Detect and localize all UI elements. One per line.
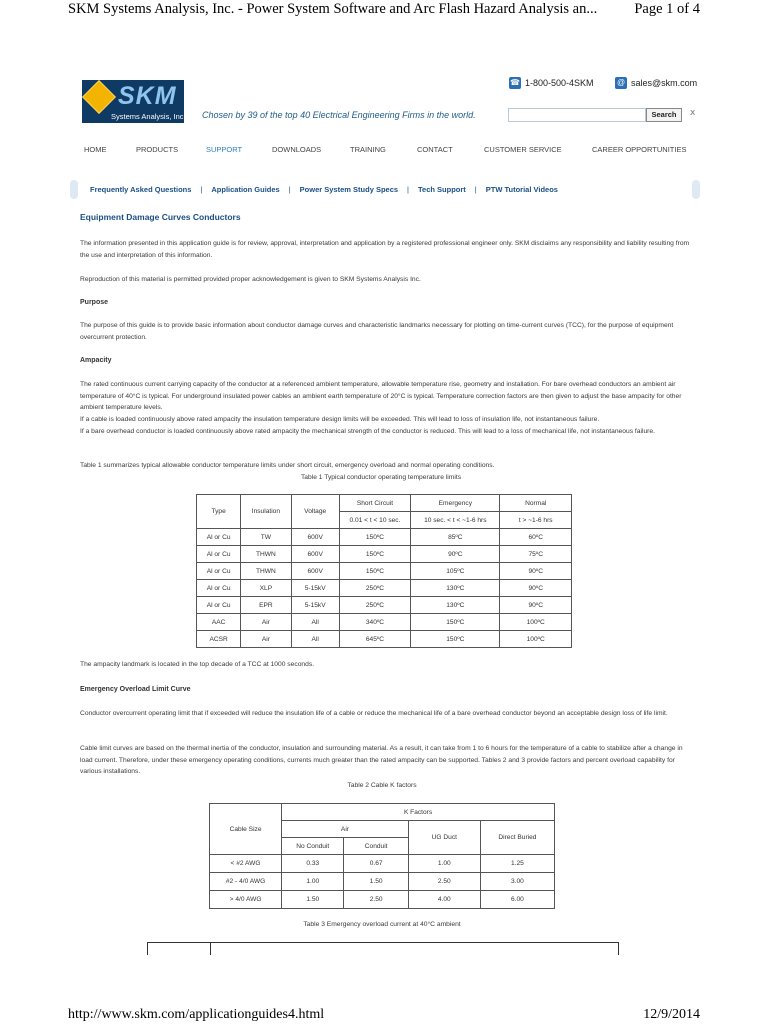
subnav-separator: |	[474, 185, 477, 194]
table-cell: 150ºC	[339, 546, 410, 563]
subnav-faq[interactable]: Frequently Asked Questions	[90, 185, 192, 194]
table2-row	[210, 855, 555, 873]
table3-border	[210, 943, 211, 955]
table-cell: Al or Cu	[197, 597, 241, 614]
phone-icon: ☎	[510, 78, 520, 87]
email-icon: @	[616, 78, 626, 87]
table-cell: 1.50	[344, 873, 408, 891]
table-cell: XLP	[241, 580, 291, 597]
table-cell: 85ºC	[411, 529, 500, 546]
logo-text: SKM	[118, 82, 177, 110]
table1-subheader-normal: t > ~1-6 hrs	[500, 512, 572, 529]
print-header	[68, 0, 700, 20]
table-cell: 90ºC	[411, 546, 500, 563]
table1-header-voltage: Voltage	[291, 495, 339, 529]
nav-contact[interactable]: CONTACT	[417, 145, 453, 154]
table1-caption: Table 1 Typical conductor operating temperature limits	[300, 474, 462, 481]
subnav-separator: |	[200, 185, 203, 194]
email-address: sales@skm.com	[631, 78, 698, 88]
phone-number: 1-800-500-4SKM	[525, 78, 594, 88]
table-cell: All	[291, 614, 339, 631]
table2-header-no-conduit: No Conduit	[282, 838, 344, 855]
table2-header-k-factors: K Factors	[282, 804, 555, 821]
print-date: 12/9/2014	[643, 1007, 700, 1022]
table-cell: > 4/0 AWG	[210, 891, 282, 909]
table-cell: 1.25	[480, 855, 554, 873]
support-subnav	[70, 180, 700, 200]
table2-row	[210, 891, 555, 909]
print-footer	[68, 1007, 700, 1025]
table2-row	[210, 873, 555, 891]
table-cell: 5-15kV	[291, 597, 339, 614]
subnav-study-specs[interactable]: Power System Study Specs	[299, 185, 399, 194]
tagline: Chosen by 39 of the top 40 Electrical Engineering Firms in the world.	[202, 110, 476, 120]
table-cell: 1.00	[408, 855, 480, 873]
table-cell: #2 - 4/0 AWG	[210, 873, 282, 891]
table3-border	[147, 943, 148, 955]
subnav-links	[90, 185, 558, 194]
table-cell: 90ºC	[500, 563, 572, 580]
table2-header-air: Air	[282, 821, 409, 838]
table3-caption: Table 3 Emergency overload current at 40°C ambient	[303, 921, 461, 928]
table-cell: Air	[241, 631, 291, 648]
table1-header-type: Type	[197, 495, 241, 529]
table-cell: 4.00	[408, 891, 480, 909]
table-cell: 250ºC	[339, 597, 410, 614]
table1-header-short-circuit: Short Circuit	[339, 495, 410, 512]
table-cell: 600V	[291, 529, 339, 546]
table-cell: Al or Cu	[197, 546, 241, 563]
subnav-left-cap	[70, 180, 78, 199]
table2-header-conduit: Conduit	[344, 838, 408, 855]
nav-customer-service[interactable]: CUSTOMER SERVICE	[484, 145, 562, 154]
table-cell: 645ºC	[339, 631, 410, 648]
paragraph-ampacity: The rated continuous current carrying capacity of the conductor at a referenced ambient temperature, allowable temperature rise, geometry and installation. For bare overhead conductors an ambient air temperature of 40°C is typical. For underground insulated power cables an ambient earth temperature of 20°C is typical. Temperature correction factors are then given to adjust the base ampacity for other ambient temperature levels.	[80, 381, 682, 412]
table-cell: 60ºC	[500, 529, 572, 546]
table-cell: 90ºC	[500, 580, 572, 597]
subnav-ptw-videos[interactable]: PTW Tutorial Videos	[485, 185, 558, 194]
print-page-title: SKM Systems Analysis, Inc. - Power System Software and Arc Flash Hazard Analysis an...	[68, 1, 598, 17]
table2-caption: Table 2 Cable K factors	[347, 782, 417, 789]
paragraph-emergency-limit: Conductor overcurrent operating limit that if exceeded will reduce the insulation life of a cable or reduce the mechanical life of a bare overhead conductor beyond an acceptable design loss of life limit.	[80, 710, 668, 717]
subnav-separator: |	[288, 185, 291, 194]
subnav-tech-support[interactable]: Tech Support	[418, 185, 466, 194]
main-nav	[84, 145, 687, 157]
table2-k-factors	[209, 803, 555, 909]
table-cell: 150ºC	[339, 563, 410, 580]
table2-header-ug-duct: UG Duct	[408, 821, 480, 855]
table1-subheader-short-circuit: 0.01 < t < 10 sec.	[339, 512, 410, 529]
subnav-right-cap	[692, 180, 700, 199]
nav-home[interactable]: HOME	[84, 145, 107, 154]
table-cell: Al or Cu	[197, 529, 241, 546]
table-cell: TW	[241, 529, 291, 546]
table1-row	[197, 597, 572, 614]
table1-row	[197, 529, 572, 546]
table-cell: 105ºC	[411, 563, 500, 580]
table-cell: THWN	[241, 546, 291, 563]
heading-ampacity: Ampacity	[80, 357, 112, 364]
table1-header-insulation: Insulation	[241, 495, 291, 529]
table-cell: 3.00	[480, 873, 554, 891]
table-cell: 150ºC	[411, 614, 500, 631]
table-cell: 5-15kV	[291, 580, 339, 597]
paragraph-reproduction: Reproduction of this material is permitted provided proper acknowledgement is given to SKM Systems Analysis Inc.	[80, 276, 421, 283]
table-cell: Air	[241, 614, 291, 631]
table-cell: 600V	[291, 563, 339, 580]
table1-header-normal: Normal	[500, 495, 572, 512]
skm-logo[interactable]	[82, 80, 184, 123]
table1-row	[197, 614, 572, 631]
nav-support[interactable]: SUPPORT	[206, 145, 243, 154]
paragraph-ampacity-landmark: The ampacity landmark is located in the top decade of a TCC at 1000 seconds.	[80, 661, 315, 668]
logo-subtext: Systems Analysis, Inc	[111, 112, 184, 121]
nav-downloads[interactable]: DOWNLOADS	[272, 145, 322, 154]
table1-row	[197, 563, 572, 580]
paragraph-cable-limit-curves: Cable limit curves are based on the thermal inertia of the conductor, insulation and surrounding material. As a result, it can take from 1 to 6 hours for the temperature of a cable to stabilize after a change in load current. Therefore, under these emergency operating conditions, currents much greater than the rated ampacity can be supported. Tables 2 and 3 provide factors and percent overload capability for various installations.	[80, 745, 683, 776]
table1-subheader-emergency: 10 sec. < t < ~1-6 hrs	[411, 512, 500, 529]
table1-row	[197, 631, 572, 648]
table-cell: 1.00	[282, 873, 344, 891]
subnav-separator: |	[407, 185, 409, 194]
table-cell: 1.50	[282, 891, 344, 909]
subnav-application-guides[interactable]: Application Guides	[211, 185, 280, 194]
heading-purpose: Purpose	[80, 299, 109, 306]
table-cell: 100ºC	[500, 631, 572, 648]
table1-row	[197, 546, 572, 563]
page-title: Equipment Damage Curves Conductors	[80, 212, 241, 222]
table-cell: 600V	[291, 546, 339, 563]
table-cell: THWN	[241, 563, 291, 580]
table-cell: 2.50	[344, 891, 408, 909]
table1-header-emergency: Emergency	[411, 495, 500, 512]
table-cell: Al or Cu	[197, 580, 241, 597]
paragraph-table1-intro: Table 1 summarizes typical allowable conductor temperature limits under short circuit, emergency overload and normal operating conditions.	[80, 462, 495, 469]
paragraph-overhead-loading: If a bare overhead conductor is loaded continuously above rated ampacity the mechanical strength of the conductor is reduced. This will lead to a loss of mechanical life, not instantaneous failure.	[80, 428, 655, 435]
table-cell: 130ºC	[411, 597, 500, 614]
table-cell: All	[291, 631, 339, 648]
table-cell: 75ºC	[500, 546, 572, 563]
table-cell: EPR	[241, 597, 291, 614]
search-button[interactable]: Search	[646, 108, 682, 122]
table-cell: 0.67	[344, 855, 408, 873]
nav-career-opportunities[interactable]: CAREER OPPORTUNITIES	[592, 145, 687, 154]
table1-temperature-limits	[196, 494, 572, 648]
paragraph-cable-loading: If a cable is loaded continuously above rated ampacity the insulation temperature design limits will be exceeded. This will lead to loss of insulation life, not instantaneous failure.	[80, 416, 600, 423]
table-cell: < #2 AWG	[210, 855, 282, 873]
close-icon[interactable]: x	[690, 108, 696, 118]
table-cell: 340ºC	[339, 614, 410, 631]
paragraph-purpose: The purpose of this guide is to provide basic information about conductor damage curves and characteristic landmarks necessary for plotting on time-current curves (TCC), for the purpose of equipment overcurrent protection.	[80, 322, 674, 341]
paragraph-disclaimer: The information presented in this application guide is for review, approval, interpretation and application by a registered professional engineer only. SKM disclaims any responsibility and liability resulting from the use and interpretation of this information.	[80, 240, 690, 259]
table-cell: 2.50	[408, 873, 480, 891]
page-url: http://www.skm.com/applicationguides4.html	[68, 1007, 325, 1022]
search-input[interactable]	[508, 108, 646, 122]
table3-border	[618, 943, 619, 955]
table-cell: 0.33	[282, 855, 344, 873]
table-cell: 150ºC	[411, 631, 500, 648]
nav-training[interactable]: TRAINING	[350, 145, 386, 154]
table-cell: Al or Cu	[197, 563, 241, 580]
logo-diamond-icon	[82, 80, 116, 114]
table2-header-cable-size: Cable Size	[210, 804, 282, 855]
contact-phone[interactable]	[509, 77, 594, 89]
table3-emergency-overload	[147, 942, 619, 955]
nav-products[interactable]: PRODUCTS	[136, 145, 179, 154]
table-cell: 6.00	[480, 891, 554, 909]
table-cell: 130ºC	[411, 580, 500, 597]
heading-emergency-overload: Emergency Overload Limit Curve	[80, 686, 191, 693]
table1-row	[197, 580, 572, 597]
table-cell: AAC	[197, 614, 241, 631]
table-cell: 150ºC	[339, 529, 410, 546]
print-page-number: Page 1 of 4	[634, 1, 700, 17]
table-cell: 100ºC	[500, 614, 572, 631]
table-cell: ACSR	[197, 631, 241, 648]
contact-email[interactable]	[615, 77, 697, 89]
table2-header-direct-buried: Direct Buried	[480, 821, 554, 855]
table-cell: 250ºC	[339, 580, 410, 597]
table-cell: 90ºC	[500, 597, 572, 614]
